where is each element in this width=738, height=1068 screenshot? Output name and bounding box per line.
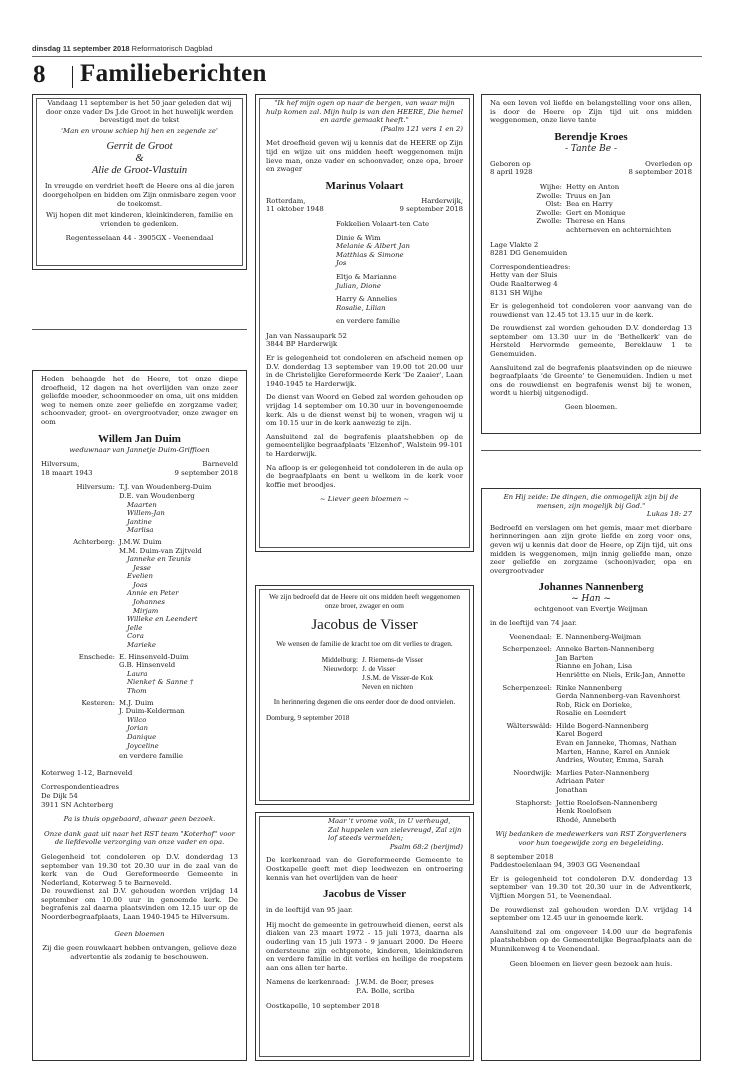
volaart-address-2: 3844 BP Harderwijk [266, 340, 338, 349]
nannenberg-family-group [490, 722, 692, 765]
devisser-family-intro: We zijn bedroefd dat de Heere uit ons midden heeft weggenomen onze broer, zwager en oom [268, 592, 461, 611]
jubilee-paragraph-2: Wij hopen dit met kinderen, kleinkinderen, familie en vrienden te gedenken. [45, 211, 234, 228]
duim-family-member: Mirjam [133, 606, 159, 615]
kroes-name: Berendje Kroes [554, 130, 628, 143]
nannenberg-family-member: Jonathan [556, 786, 588, 795]
duim-family-member: Maarten [127, 500, 157, 509]
kroes-died-date: 8 september 2018 [628, 168, 692, 177]
duim-family-member: Jelle [127, 623, 143, 632]
volaart-closing: ~ Liever geen bloemen ~ [319, 495, 410, 504]
kroes-corr-label: Correspondentieadres: [490, 262, 571, 271]
kroes-family-row [490, 200, 692, 209]
duim-family-member: Willem-Jan [127, 509, 165, 518]
nannenberg-family-members [552, 799, 657, 825]
volaart-birth-place: Rotterdam, [266, 196, 306, 205]
jubilee-amp: & [135, 153, 144, 165]
duim-quote-2: Onze dank gaat uit naar het RST team "Koterhof" voor de liefdevolle verzorging van onze vader en opa. [44, 829, 235, 847]
devisser-family-place [266, 682, 358, 691]
devisser-family-list [266, 655, 463, 692]
kroes-family-place: Zwolle: [536, 191, 562, 200]
devisser-family-row [266, 673, 463, 682]
volaart-birth-date: 11 oktober 1948 [266, 205, 324, 214]
duim-corr-2: 3911 SN Achterberg [41, 800, 114, 809]
kroes-nickname: - Tante Be - [564, 143, 617, 154]
nannenberg-family-place: Wâlterswâld: [506, 721, 552, 730]
volaart-paragraph-2: De dienst van Woord en Gebed zal worden gehouden op vrijdag 14 september om 10.30 uur in bovengenoemde kerk. Als u de dienst wenst bij te wonen, vragen wij u om 10.15 uur in de kerk aanwezig te zijn. [266, 393, 463, 428]
duim-obituary [32, 370, 247, 1061]
nannenberg-family-list [490, 633, 692, 825]
duim-family-group [41, 483, 238, 535]
nannenberg-closing: Geen bloemen en liever geen bezoek aan huis. [509, 959, 673, 968]
duim-family-member: Wilco [127, 715, 147, 724]
duim-family-list [41, 483, 238, 750]
volaart-paragraph-3: Aansluitend zal de begrafenis plaatshebben op de gemeentelijke begraafplaats 'Elzenhof', Walstein 99-101 te Harderwijk. [266, 432, 463, 458]
duim-family-end: en verdere familie [119, 752, 183, 761]
duim-family-member: Evelien [127, 572, 153, 581]
duim-family-member: Jorian [127, 724, 148, 733]
duim-family-group [41, 653, 238, 696]
nannenberg-family-member: Jettie Roelofsen-Nannenberg [556, 798, 658, 807]
devisser-church-scriba: P.A. Bolle, scriba [356, 986, 415, 995]
nannenberg-family-member: Rhodé, Annebeth [556, 815, 617, 824]
nannenberg-family-place: Noordwijk: [513, 768, 552, 777]
volaart-intro: Met droefheid geven wij u kennis dat de HEERE op Zijn tijd en wijze uit ons midden heeft weggenomen mijn lieve man, onze vader en schoonvader, onze opa, broer en zwager [266, 139, 463, 174]
duim-dates [41, 460, 238, 477]
nannenberg-spouse: echtgenoot van Evertje Weijman [534, 605, 648, 614]
devisser-church-obituary [255, 812, 474, 1061]
devisser-church-intro: De kerkenraad van de Gereformeerde Gemeente te Oostkapelle geeft met diep leedwezen en ontroering kennis van het overlijden van de heer [266, 856, 463, 882]
nannenberg-family-member: Henk Roelofsen [556, 807, 612, 816]
duim-family-member: E. Hinsenveld-Duim [119, 652, 189, 661]
nannenberg-family-member: Gerda Nannenberg-van Ravenhorst [556, 692, 681, 701]
devisser-family-paragraph-2: In herinnering degenen die ons eerder door de dood ontvielen. [273, 697, 456, 707]
devisser-church-quote: Maar 't vrome volk, in U verheugd, Zal huppelen van zielevreugd, Zal zijn lof steeds vermelden; [328, 817, 462, 843]
kroes-family-row [490, 217, 692, 226]
duim-family-members [115, 538, 202, 650]
nannenberg-family-member: Henriëtte en Niels, Erik-Jan, Annette [556, 670, 686, 679]
volaart-family-member: en verdere familie [336, 317, 400, 326]
duim-family-member: Marieke [127, 641, 156, 650]
devisser-church-signatories [266, 978, 463, 995]
volaart-family-member: Fokkelien Volaart-ten Cate [336, 219, 430, 228]
duim-family-member: Joas [133, 580, 148, 589]
kroes-born-label: Geboren op [490, 159, 531, 168]
devisser-family-place [266, 673, 358, 682]
nannenberg-quote: En Hij zeide: De dingen, die onmogelijk zijn bij de mensen, zijn mogelijk bij God." [503, 493, 679, 510]
nannenberg-family-place: Staphorst: [515, 798, 552, 807]
nannenberg-family-member: Marlies Pater-Nannenberg [556, 768, 650, 777]
jubilee-intro: Vandaag 11 september is het 50 jaar geleden dat wij door onze vader Ds J.de Groot in het huwelijk werden bevestigd met de tekst [45, 99, 234, 125]
kroes-family-member: Gert en Monique [566, 208, 626, 217]
jubilee-name-2: Alie de Groot-Vlastuin [91, 165, 188, 177]
column-3-separator [481, 450, 701, 451]
nannenberg-family-group [490, 645, 692, 679]
kroes-family-place [490, 226, 562, 235]
duim-family-member: J. Duim-Kelderman [119, 707, 185, 716]
volaart-paragraph-1: Er is gelegenheid tot condoleren en afscheid nemen op D.V. donderdag 13 september van 19.00 tot 20.00 uur in de Christelijke Gereformeerde Kerk 'De Zaaier', Laan 1940-1945 te Harderwijk. [266, 354, 463, 388]
duim-family-members [115, 699, 185, 751]
devisser-church-quote-ref: Psalm 68:2 (berijmd) [389, 842, 463, 851]
duim-family-member: Nienke† & Sanne † [127, 678, 194, 687]
volaart-death-date: 9 september 2018 [399, 205, 463, 214]
volaart-family-member: Julian, Dione [336, 281, 381, 290]
nannenberg-family-member: Jan Barten [556, 653, 594, 662]
duim-family-member: Jantine [127, 517, 152, 526]
devisser-family-member: Neven en nichten [362, 682, 414, 692]
duim-flowers: Geen bloemen [114, 929, 165, 938]
kroes-address-1: Lage Vlakte 2 [490, 240, 539, 249]
kroes-family-place: Zwolle: [536, 217, 562, 226]
kroes-family-member: Therese en Hans [566, 217, 626, 226]
kroes-corr-2: Oude Raalterweg 4 [490, 279, 558, 288]
duim-note: Zij die geen rouwkaart hebben ontvangen, gelieve deze advertentie als zodanig te beschouwen. [42, 944, 237, 961]
nannenberg-family-group [490, 769, 692, 795]
devisser-church-preses: J.W.M. de Boer, preses [356, 978, 434, 987]
duim-family-place: Enschede: [78, 652, 115, 661]
devisser-church-age: in de leeftijd van 95 jaar. [266, 906, 353, 915]
duim-family-member: Laura [127, 669, 148, 678]
volaart-family-member: Melanie & Albert Jan [336, 242, 410, 251]
duim-family-group [41, 538, 238, 650]
nannenberg-family-members [552, 645, 685, 679]
nannenberg-family-members [552, 769, 649, 795]
duim-birth-date: 18 maart 1943 [41, 468, 93, 477]
nannenberg-family-member: Andries, Wouter, Emma, Sarah [556, 756, 664, 765]
duim-family-member: T.J. van Woudenberg-Duim [119, 483, 212, 492]
devisser-family-name: Jacobus de Visser [311, 617, 418, 634]
duim-family-member: Johannes [133, 598, 165, 607]
duim-paragraph-2: De rouwdienst zal D.V. gehouden worden vrijdag 14 september om 10.00 uur in genoemde kerk. De begrafenis zal daarna plaatsvinden om 12.15 uur op de Noorderbegraafplaats, Laan 1940-1945 te Hilversum. [41, 887, 238, 922]
nannenberg-age: in de leeftijd van 74 jaar. [490, 618, 577, 627]
nannenberg-family-member: Rinke Nannenberg [556, 683, 622, 692]
nannenberg-paragraph-3: Aansluitend zal om ongeveer 14.00 uur de begrafenis plaatshebben op de Gemeentelijke Begraafplaats aan de Munnikenweg 4 te Veenendaal. [490, 927, 692, 953]
nannenberg-family-group [490, 633, 692, 642]
duim-family-member: Jesse [133, 563, 151, 572]
duim-subtitle: weduwnaar van Jannetje Duim-Griffioen [69, 445, 210, 454]
nannenberg-family-group [490, 684, 692, 718]
kroes-family-place: Olst: [545, 200, 562, 209]
nannenberg-family-member: Rosalie en Leendert [556, 709, 627, 718]
devisser-family-place: Nieuwdorp: [323, 663, 358, 673]
devisser-family-row [266, 682, 463, 691]
devisser-family-member: J. de Visser [362, 663, 396, 673]
duim-family-member: Willeke en Leendert [127, 615, 198, 624]
kroes-obituary [481, 94, 701, 434]
kroes-intro: Na een leven vol liefde en belangstelling voor ons allen, is door de Heere op Zijn tijd uit ons midden weggenomen, onze lieve tante [490, 99, 692, 125]
kroes-family-row [490, 209, 692, 218]
kroes-family-place: Zwolle: [536, 208, 562, 217]
nannenberg-obituary [481, 488, 701, 1061]
duim-family-member: Annie en Peter [127, 589, 179, 598]
kroes-closing: Geen bloemen. [564, 403, 618, 412]
page-number: 8 [33, 61, 46, 88]
kroes-corr-1: Hetty van der Sluis [490, 271, 558, 280]
volaart-family-member: Rosalie, Lilian [336, 303, 386, 312]
duim-family-member: Cora [127, 632, 144, 641]
duim-family-member: Joyceline [127, 741, 159, 750]
duim-family-member: D.E. van Woudenberg [119, 491, 195, 500]
kroes-family-place: Wijhe: [539, 182, 562, 191]
jubilee-paragraph-1: In vreugde en verdriet heeft de Heere ons al die jaren doorgeholpen en bidden om Zijn onmisbare zegen voor de toekomst. [42, 182, 237, 208]
volaart-quote: "Ik hef mijn ogen op naar de bergen, van waar mijn hulp komen zal. Mijn hulp is van den HEERE, Die hemel en aarde gemaakt heeft." [266, 99, 463, 125]
nannenberg-family-place: Scherpenzeel: [502, 645, 552, 654]
nannenberg-family-members [552, 684, 680, 718]
duim-corr-label: Correspondentieadres [41, 783, 120, 792]
jubilee-announcement [32, 94, 247, 270]
volaart-family-member: Harry & Annelies [336, 295, 398, 304]
kroes-family-member: Truus en Jan [566, 191, 611, 200]
devisser-family-obituary [255, 585, 474, 805]
kroes-family-member: Bea en Harry [566, 200, 613, 209]
duim-address: Koterweg 1-12, Barneveld [41, 768, 133, 777]
kroes-paragraph-3: Aansluitend zal de begrafenis plaatsvinden op de nieuwe begraafplaats 'de Greente' te Genemuiden. Indien u met ons de rouwdienst en begrafenis wenst bij te wonen, wordt u hierbij uitgenodigd. [490, 363, 692, 398]
nannenberg-family-member: Evan en Janneke, Thomas, Nathan [556, 739, 677, 748]
duim-family-member: M.J. Duim [119, 698, 154, 707]
devisser-family-footer: Domburg, 9 september 2018 [266, 712, 350, 722]
duim-family-member: G.B. Hinsenveld [119, 661, 176, 670]
duim-name: Willem Jan Duim [98, 432, 181, 445]
jubilee-address: Regentesselaan 44 - 3905GX - Veenendaal [65, 234, 214, 243]
kroes-family-row [490, 226, 692, 235]
nannenberg-family-members [552, 722, 676, 765]
devisser-family-member: J.S.M. de Visser-de Kok [362, 673, 434, 683]
nannenberg-family-member: E. Nannenberg-Weijman [556, 632, 642, 641]
duim-death-date: 9 september 2018 [174, 468, 238, 477]
volaart-family-list [266, 220, 463, 326]
nannenberg-family-place: Veenendaal: [509, 632, 552, 641]
nannenberg-family-members [552, 633, 641, 642]
volaart-family-member: Matthias & Simone [336, 250, 404, 259]
devisser-family-row [266, 664, 463, 673]
volaart-paragraph-4: Na afloop is er gelegenheid tot condoleren in de aula op de begraafplaats en bent u welkom in de kerk voor koffie met broodjes. [266, 463, 463, 489]
nannenberg-nickname: ~ Han ~ [571, 594, 611, 605]
duim-birth-place: Hilversum, [41, 460, 80, 469]
nannenberg-paragraph-1: Er is gelegenheid tot condoleren D.V. donderdag 13 september van 19.30 tot 20.30 uur in de Adventkerk, Vijftien Morgen 51, te Veenendaal. [490, 874, 692, 900]
devisser-family-place: Middelburg: [321, 654, 358, 664]
header-divider [72, 66, 73, 88]
duim-family-member: Thom [127, 687, 147, 695]
nannenberg-address: Paddestoelenlaan 94, 3903 GG Veenendaal [490, 861, 640, 870]
volaart-name: Marinus Volaart [325, 179, 404, 192]
nannenberg-family-member: Marten, Hanne, Karel en Anniek [556, 747, 670, 756]
duim-family-member: Danique [127, 732, 157, 741]
volaart-family-member: Jos [336, 259, 347, 268]
duim-family-member: M.M. Duim-van Zijtveld [119, 546, 202, 555]
page-header-date: dinsdag 11 september 2018 Reformatorisch Dagblad [32, 44, 213, 53]
duim-family-place: Kesteren: [81, 698, 115, 707]
duim-intro: Heden behaagde het de Heere, tot onze diepe droefheid, 12 dagen na het overlijden van onze zeer geliefde moeder, schoonmoeder en oma, uit ons midden weg te nemen onze zeer geliefde en zorgzame vader, schoonvader, groot- en overgrootvader, onze zwager en oom [41, 375, 238, 426]
nannenberg-family-member: Karel Bogerd [556, 730, 603, 739]
kroes-family-row [490, 192, 692, 201]
nannenberg-family-member: Adriaan Pater [556, 777, 605, 786]
volaart-dates [266, 197, 463, 214]
nannenberg-family-member: Hilde Bogerd-Nannenberg [556, 721, 649, 730]
duim-corr-1: De Dijk 54 [41, 791, 78, 800]
devisser-church-paragraph: Hij mocht de gemeente in getrouwheid dienen, eerst als diaken van 23 maart 1972 - 15 juli 1973, daarna als ouderling van 15 juli 1973 - 9 januari 2000. De Heere ondersteune zijn echtgenote, kinderen, kleinkinderen en verdere familie in dit verlies en heilige de roepstem aan ons allen ter harte. [266, 920, 463, 972]
volaart-address-1: Jan van Nassaupark 52 [266, 331, 347, 340]
kroes-family-list [490, 183, 692, 235]
duim-family-member: Marlisa [127, 526, 154, 535]
kroes-family-member: achterneven en achternichten [566, 225, 672, 234]
jubilee-text: 'Man en vrouw schiep hij hen en zegende ze' [61, 126, 218, 135]
nannenberg-intro: Bedroefd en verslagen om het gemis, maar met dierbare herinneringen aan zijn grote liefde en zorg voor ons, geven wij u kennis dat door de Heere, op Zijn tijd, uit ons midden is weggenomen, mijn innig geliefde man, onze zeer geliefde en zorgzame (schoon)vader, opa en overgrootvader [490, 523, 692, 575]
nannenberg-family-group [490, 799, 692, 825]
duim-family-place: Achterberg: [73, 537, 115, 546]
kroes-dates [490, 160, 692, 177]
duim-family-member: J.M.W. Duim [119, 537, 162, 546]
nannenberg-thanks: Wij bedanken de medewerkers van RST Zorgverleners voor hun toegewijde zorg en begeleiding. [495, 830, 687, 847]
volaart-quote-ref: (Psalm 121 vers 1 en 2) [380, 124, 463, 133]
kroes-address-2: 8281 DG Genemuiden [490, 249, 568, 258]
devisser-family-row [266, 655, 463, 664]
duim-family-group [41, 699, 238, 751]
nannenberg-quote-ref: Lukas 18: 27 [646, 510, 692, 519]
duim-death-place: Barneveld [202, 460, 238, 469]
kroes-corr-3: 8131 SH Wijhe [490, 288, 543, 297]
volaart-family-member: Dinie & Wim [336, 233, 381, 242]
duim-family-member: Janneke en Teunis [127, 555, 191, 564]
devisser-church-footer: Oostkapelle, 10 september 2018 [266, 1001, 380, 1010]
nannenberg-date: 8 september 2018 [490, 852, 554, 861]
volaart-family-member: Eltjo & Marianne [336, 272, 397, 281]
column-1-separator [32, 329, 247, 330]
devisser-church-name: Jacobus de Visser [322, 888, 407, 901]
nannenberg-family-member: Rob, Rick en Dorieke, [556, 700, 633, 709]
devisser-family-paragraph-1: We wensen de familie de kracht toe om dit verlies te dragen. [276, 639, 453, 649]
section-title: Familieberichten [80, 60, 267, 87]
nannenberg-family-member: Anneke Barten-Nannenberg [556, 645, 655, 654]
header-rule [32, 56, 702, 57]
duim-family-members [115, 653, 193, 696]
nannenberg-family-place: Scherpenzeel: [502, 683, 552, 692]
nannenberg-paragraph-2: De rouwdienst zal gehouden worden D.V. vrijdag 14 september om 12.45 uur in genoemde kerk. [490, 905, 692, 923]
devisser-family-member: J. Riemens-de Visser [362, 654, 424, 664]
duim-family-place: Hilversum: [76, 483, 115, 492]
volaart-obituary [255, 94, 474, 552]
duim-paragraph-1: Gelegenheid tot condoleren op D.V. donderdag 13 september van 19.30 tot 20.30 uur in de zaal van de kerk van de Oud Gereformeerde Gemeente in Nederland, Koterweg 5 te Barneveld. [41, 852, 238, 887]
duim-quote-1: Pa is thuis opgebaard, alwaar geen bezoek. [63, 815, 216, 824]
kroes-family-member: Hetty en Anton [566, 182, 620, 191]
nannenberg-name: Johannes Nannenberg [538, 581, 644, 594]
duim-family-members [115, 483, 211, 535]
kroes-paragraph-1: Er is gelegenheid tot condoleren voor aanvang van de rouwdienst van 12.45 tot 13.15 uur in de kerk. [490, 302, 692, 319]
kroes-family-row [490, 183, 692, 192]
kroes-paragraph-2: De rouwdienst zal worden gehouden D.V. donderdag 13 september om 13.30 uur in de 'Bethelkerk' van de Hersteld Hervormde gemeente, Bereklauw 1 te Genemuiden. [490, 324, 692, 359]
kroes-died-label: Overleden op [645, 159, 692, 168]
devisser-church-names-label: Namens de kerkenraad: [266, 978, 351, 987]
nannenberg-family-member: Rianne en Johan, Lisa [556, 662, 633, 671]
volaart-death-place: Harderwijk, [421, 196, 463, 205]
jubilee-name-1: Gerrit de Groot [106, 141, 173, 153]
kroes-born-date: 8 april 1928 [490, 168, 533, 177]
